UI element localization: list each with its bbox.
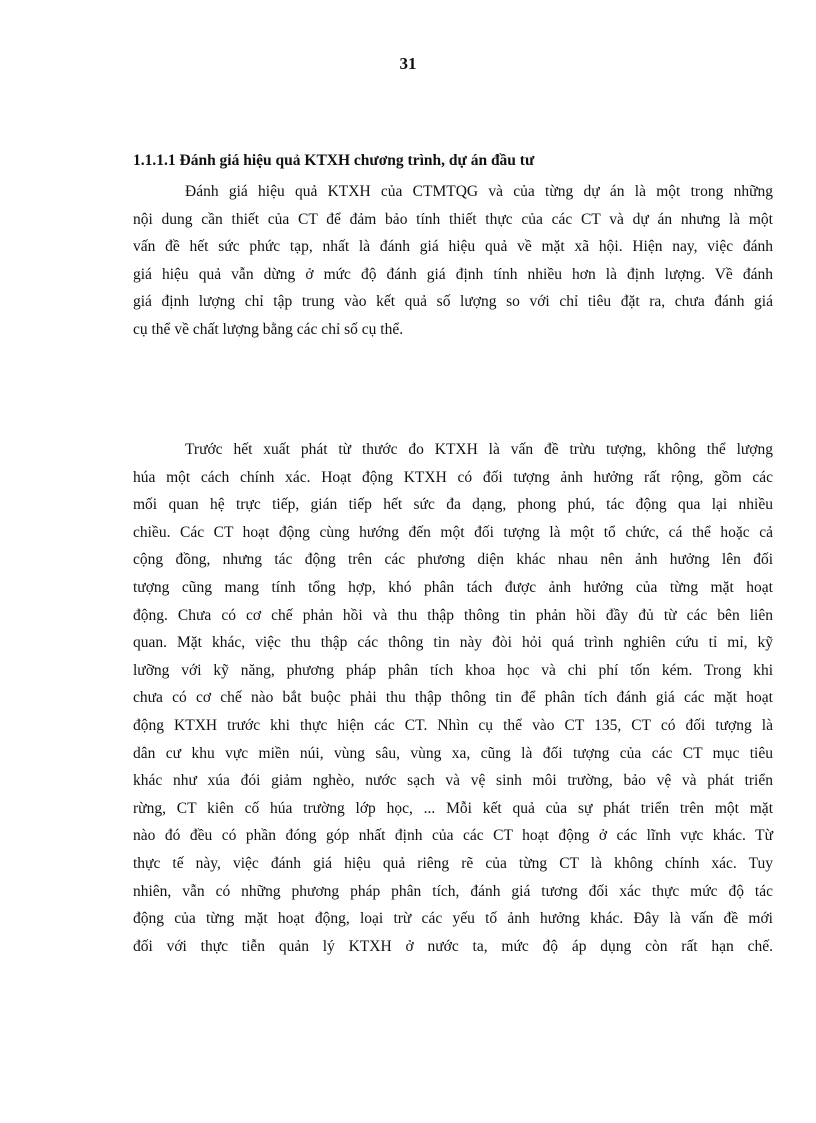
text-line: thực tế này, việc đánh giá hiệu quả riêng rẽ của từng CT là không chính xác. Tuy	[133, 854, 773, 872]
page-number: 31	[399, 54, 417, 73]
text-line: rừng, CT kiên cố húa trường lớp học, ... Mỗi kết quả của sự phát triển trên một mặt	[133, 799, 773, 817]
text-line: mối quan hệ trực tiếp, gián tiếp hết sức đa dạng, phong phú, tác động qua lại nhiều	[133, 496, 773, 514]
text-line: giá định lượng chỉ tập trung vào kết quả số lượng so với chỉ tiêu đặt ra, chưa đánh giá	[133, 293, 773, 311]
text-line: lưỡng với kỹ năng, phương pháp phân tích khoa học và chi phí tốn kém. Trong khi	[133, 661, 773, 679]
text-line: quan. Mặt khác, việc thu thập các thông tin này đòi hỏi quá trình nghiên cứu tỉ mỉ, kỹ	[133, 634, 773, 652]
text-line: động KTXH trước khi thực hiện các CT. Nhìn cụ thể vào CT 135, CT có đối tượng là	[133, 716, 773, 734]
text-line: vấn đề hết sức phức tạp, nhất là đánh giá hiệu quả về mặt xã hội. Hiện nay, việc đánh	[133, 238, 773, 256]
text-line: nội dung cần thiết của CT để đảm bảo tính thiết thực của các CT và dự án nhưng là một	[133, 210, 773, 228]
text-line: Đánh giá hiệu quả KTXH của CTMTQG và của từng dự án là một trong những	[185, 183, 773, 200]
text-line: động của từng mặt hoạt động, loại trừ các yếu tố ảnh hưởng khác. Đây là vấn đề mới	[133, 910, 773, 928]
text-line: cộng đồng, nhưng tác động trên các phương diện khác nhau nên ảnh hưởng lên đối	[133, 551, 773, 569]
text-line: nào đó đều có phần đóng góp nhất định của các CT hoạt động ở các lĩnh vực khác. Từ	[133, 827, 773, 845]
text-line: giá hiệu quả vẫn dừng ở mức độ đánh giá định tính nhiều hơn là định lượng. Về đánh	[133, 265, 773, 283]
section-heading: 1.1.1.1 Đánh giá hiệu quả KTXH chương trình, dự án đầu tư	[133, 152, 535, 169]
text-line: tượng cũng mang tính tổng hợp, khó phân tách được ảnh hưởng của từng mặt hoạt	[133, 578, 773, 596]
text-line: chiều. Các CT hoạt động cùng hướng đến một đối tượng là một tổ chức, cá thể hoặc cả	[133, 523, 773, 541]
paragraph-body	[133, 436, 773, 960]
text-line: Trước hết xuất phát từ thước đo KTXH là vấn đề trừu tượng, không thể lượng	[185, 441, 773, 458]
text-line: khác như xúa đói giảm nghèo, nước sạch và vệ sinh môi trường, bảo vệ và phát triển	[133, 772, 773, 790]
text-line: động. Chưa có cơ chế phản hồi và thu thập thông tin phản hồi đầy đủ từ các bên liên	[133, 606, 773, 624]
text-line: nhiên, vẫn có những phương pháp phân tích, đánh giá tương đối xác thực mức độ tác	[133, 882, 773, 900]
text-line: dân cư khu vực miền núi, vùng sâu, vùng xa, cũng là đối tượng của các CT mục tiêu	[133, 744, 773, 762]
paragraph-intro	[133, 178, 773, 344]
text-line: đối với thực tiễn quản lý KTXH ở nước ta, mức độ áp dụng còn rất hạn chế.	[133, 937, 773, 955]
text-line: húa một cách chính xác. Hoạt động KTXH có đối tượng ảnh hưởng rất rộng, gồm các	[133, 468, 773, 486]
text-line: chưa có cơ chế nào bắt buộc phải thu thập thông tin để phân tích đánh giá các mặt hoạt	[133, 689, 773, 707]
text-line: cụ thể về chất lượng bằng các chỉ số cụ thể.	[133, 320, 404, 338]
